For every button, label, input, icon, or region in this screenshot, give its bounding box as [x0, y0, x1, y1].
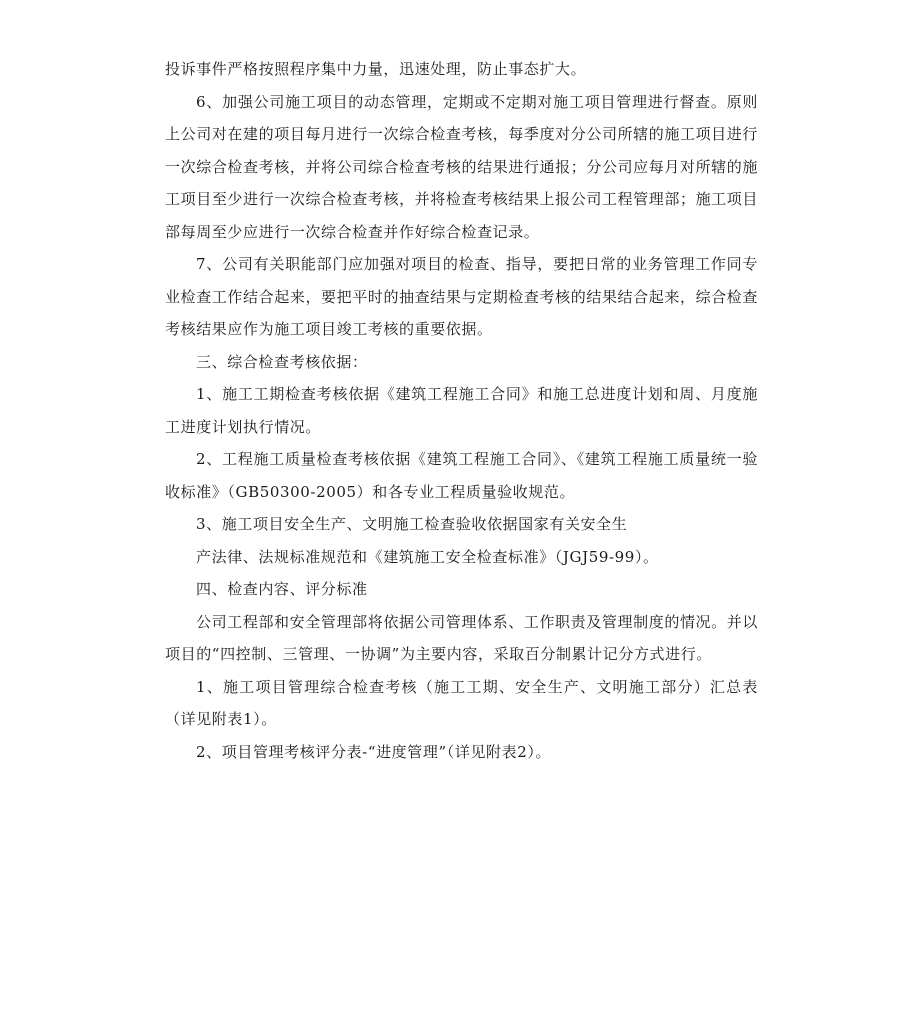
document-body	[165, 53, 758, 768]
paragraph-appendix-2: 2、项目管理考核评分表-“进度管理”（详见附表2）。	[196, 742, 552, 761]
section-heading-3: 三、综合检查考核依据：	[196, 352, 368, 371]
paragraph-basis-2: 2、工程施工质量检查考核依据《建筑工程施工合同》、《建筑工程施工质量统一验收标准》（GB50300-2005）和各专业工程质量验收规范。	[165, 450, 758, 501]
paragraph-complaint-handling: 投诉事件严格按照程序集中力量，迅速处理，防止事态扩大。	[165, 60, 587, 78]
paragraph-item-7: 7、公司有关职能部门应加强对项目的检查、指导，要把日常的业务管理工作同专业检查工作结合起来，要把平时的抽查结果与定期检查考核的结果结合起来，综合检查考核结果应作为施工项目竣工考核的重要依据。	[165, 255, 758, 338]
paragraph-appendix-1: 1、施工项目管理综合检查考核（施工工期、安全生产、文明施工部分）汇总表（详见附表1）。	[165, 677, 758, 728]
section-heading-4: 四、检查内容、评分标准	[196, 580, 368, 598]
paragraph-basis-1: 1、施工工期检查考核依据《建筑工程施工合同》和施工总进度计划和周、月度施工进度计划执行情况。	[165, 385, 758, 436]
paragraph-basis-3-continued: 产法律、法规标准规范和《建筑施工安全检查标准》（JGJ59-99）。	[196, 547, 659, 566]
paragraph-basis-3: 3、施工项目安全生产、文明施工检查验收依据国家有关安全生	[196, 515, 628, 533]
paragraph-inspection-content: 公司工程部和安全管理部将依据公司管理体系、工作职责及管理制度的情况。并以项目的“四控制、三管理、一协调”为主要内容，采取百分制累计记分方式进行。	[165, 612, 758, 663]
paragraph-item-6: 6、加强公司施工项目的动态管理，定期或不定期对施工项目管理进行督查。原则上公司对在建的项目每月进行一次综合检查考核，每季度对分公司所辖的施工项目进行一次综合检查考核，并将公司综合检查考核的结果进行通报；分公司应每月对所辖的施工项目至少进行一次综合检查考核，并将检查考核结果上报公司工程管理部；施工项目部每周至少应进行一次综合检查并作好综合检查记录。	[165, 92, 758, 241]
